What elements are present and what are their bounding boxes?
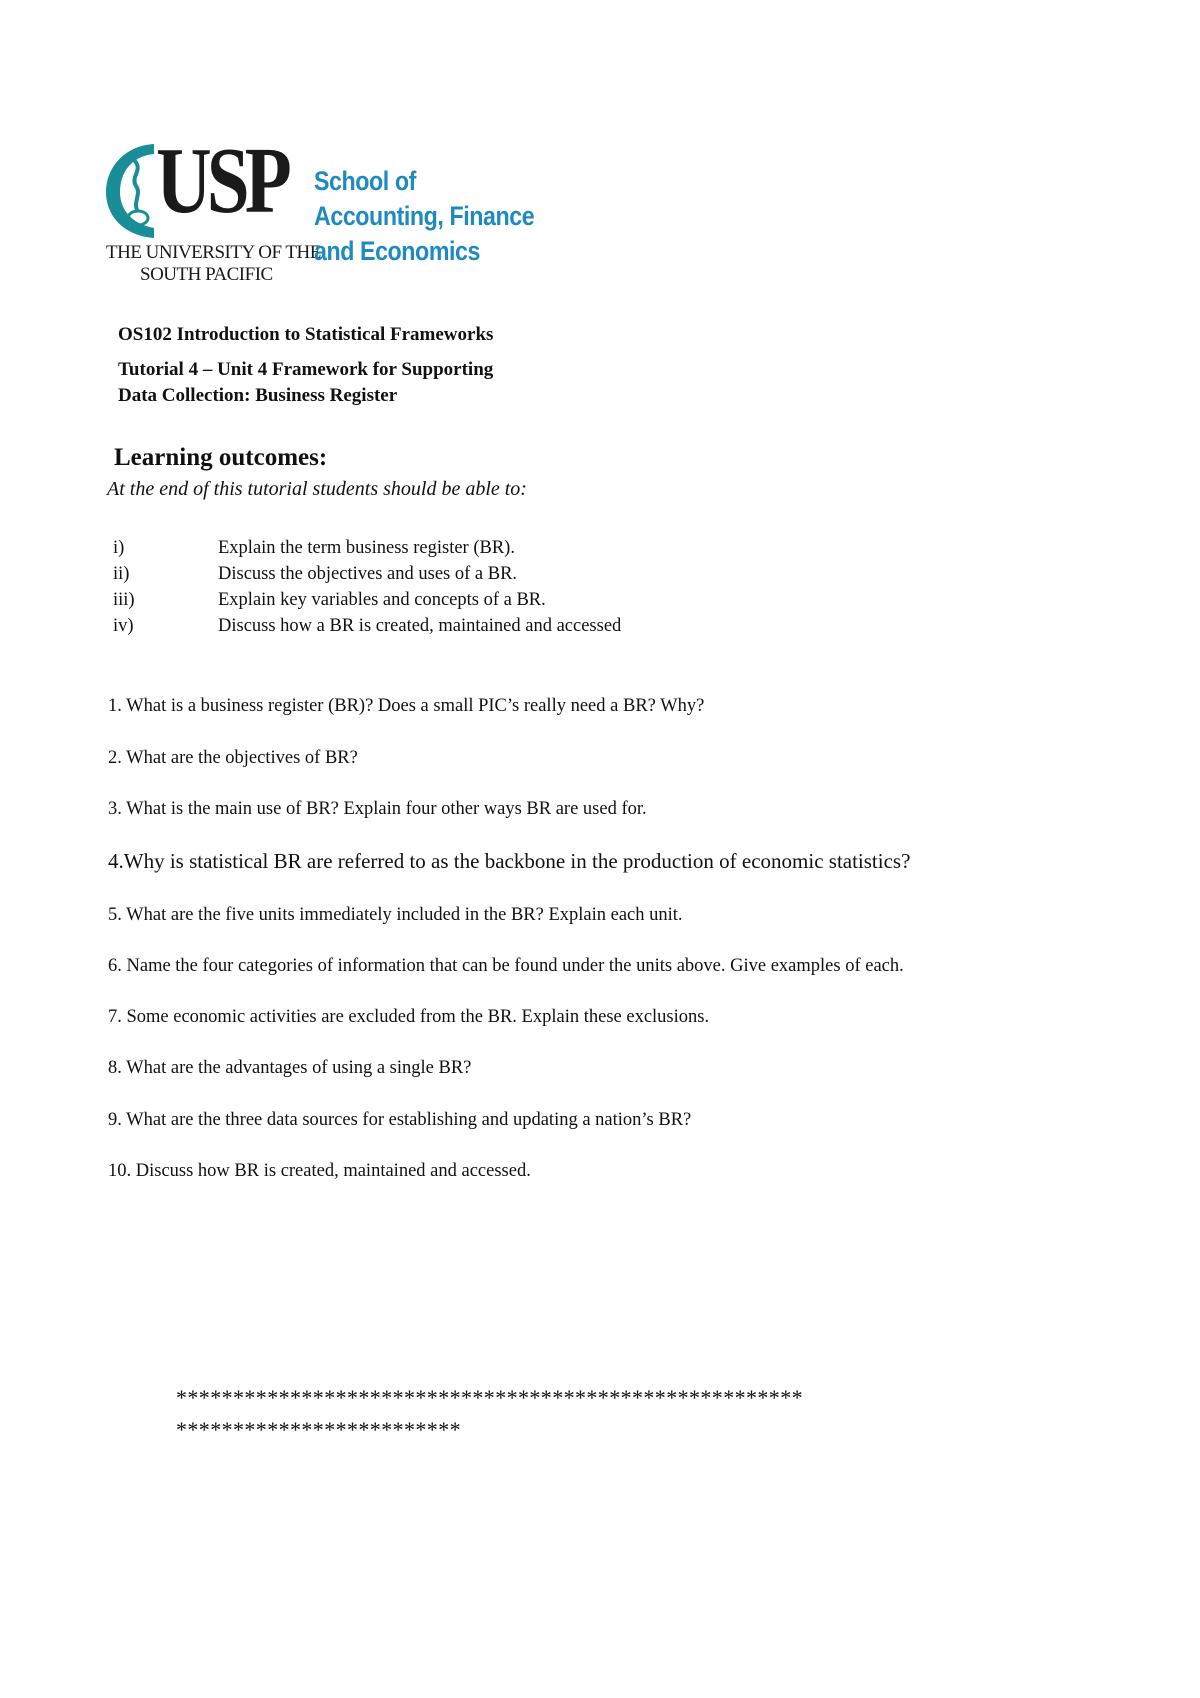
school-name-line1: School of bbox=[314, 166, 416, 196]
question-7: 7. Some economic activities are excluded from the BR. Explain these exclusions. bbox=[108, 1007, 710, 1027]
question-5: 5. What are the five units immediately included in the BR? Explain each unit. bbox=[108, 905, 683, 925]
question-9: 9. What are the three data sources for establishing and updating a nation’s BR? bbox=[108, 1110, 692, 1130]
tutorial-title bbox=[118, 357, 493, 409]
school-name-line2: Accounting, Finance bbox=[314, 201, 535, 231]
question-10: 10. Discuss how BR is created, maintained and accessed. bbox=[108, 1161, 531, 1181]
usp-emblem-icon bbox=[104, 140, 160, 240]
question-8: 8. What are the advantages of using a single BR? bbox=[108, 1058, 472, 1078]
tutorial-title-line2: Data Collection: Business Register bbox=[118, 385, 398, 406]
usp-logo bbox=[104, 129, 535, 290]
question-4: 4.Why is statistical BR are referred to as the backbone in the production of economic statistics? bbox=[108, 849, 911, 873]
university-name-line1: THE UNIVERSITY OF THE bbox=[106, 242, 321, 263]
question-2: 2. What are the objectives of BR? bbox=[108, 748, 358, 768]
course-title: OS102 Introduction to Statistical Frameworks bbox=[118, 324, 494, 345]
school-name-line3: and Economics bbox=[314, 236, 481, 266]
tutorial-title-line1: Tutorial 4 – Unit 4 Framework for Supporting bbox=[118, 359, 494, 380]
outcome-number: iv) bbox=[113, 616, 134, 636]
question-1: 1. What is a business register (BR)? Does a small PIC’s really need a BR? Why? bbox=[108, 696, 705, 716]
outcome-number: ii) bbox=[113, 564, 130, 584]
outcome-text: Explain the term business register (BR). bbox=[218, 538, 515, 558]
learning-outcomes-intro: At the end of this tutorial students should be able to: bbox=[107, 478, 527, 500]
outcome-text: Discuss how a BR is created, maintained and accessed bbox=[218, 616, 622, 636]
outcome-number: iii) bbox=[113, 590, 135, 610]
outcome-text: Explain key variables and concepts of a BR. bbox=[218, 590, 546, 610]
outcome-text: Discuss the objectives and uses of a BR. bbox=[218, 564, 518, 584]
learning-outcomes-heading: Learning outcomes: bbox=[114, 444, 328, 471]
usp-wordmark: USP bbox=[156, 129, 287, 233]
question-3: 3. What is the main use of BR? Explain four other ways BR are used for. bbox=[108, 799, 647, 819]
question-6: 6. Name the four categories of information that can be found under the units above. Give examples of each. bbox=[108, 956, 904, 976]
stars-divider-line1: ******************************************************* bbox=[176, 1385, 803, 1410]
university-name-line2: SOUTH PACIFIC bbox=[140, 264, 273, 285]
outcome-number: i) bbox=[113, 538, 125, 558]
stars-divider-line2: ************************* bbox=[176, 1417, 461, 1442]
school-name bbox=[314, 164, 534, 269]
